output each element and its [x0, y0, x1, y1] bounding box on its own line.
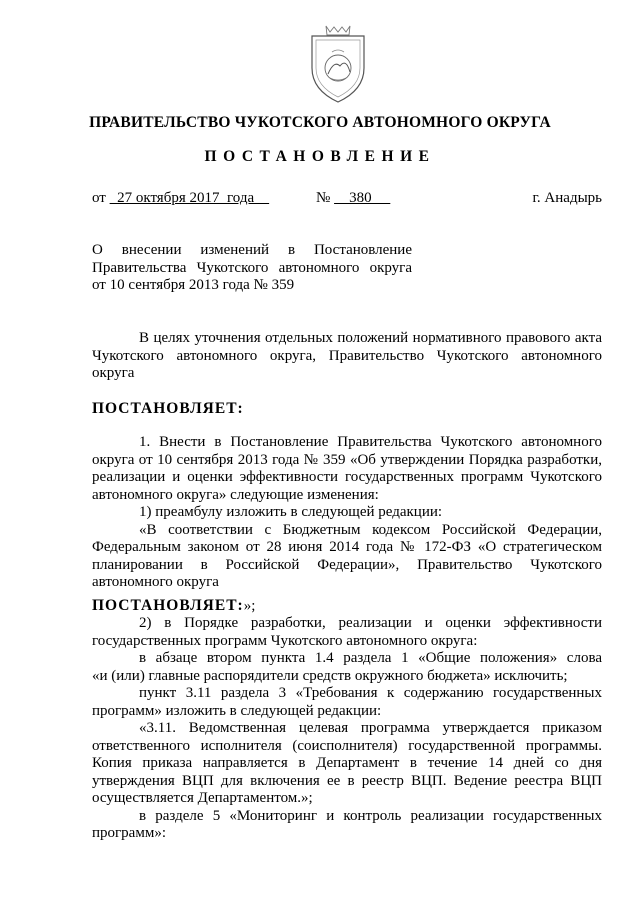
text-line: планировании в Российской Федерации», Правительство Чукотского — [92, 556, 602, 573]
preamble-paragraph — [92, 330, 602, 383]
quote-end-line — [92, 597, 602, 616]
text-line: ответственного исполнителя (соисполнителя) государственной программы. — [92, 737, 602, 754]
clause-2 — [92, 615, 602, 843]
text-line: «3.11. Ведомственная целевая программа утверждается приказом — [139, 720, 602, 736]
quote-closing: »; — [243, 598, 256, 614]
text-line: автономного округа — [92, 574, 219, 590]
text-line: программ»: — [92, 825, 166, 841]
document-place: г. Анадырь — [532, 190, 602, 206]
text-line: Федеральным законом от 28 июня 2014 года № 172-ФЗ «О стратегическом — [92, 539, 602, 555]
text-line: осуществляется Департаментом.»; — [92, 790, 313, 806]
document-subject — [92, 242, 412, 295]
text-line: 1. Внести в Постановление Правительства Чукотского автономного — [139, 434, 602, 450]
number-value: 380 — [334, 190, 391, 206]
text-line: утверждения ВЦП для включения ее в реестр ВЦП. Ведение реестра ВЦП — [92, 772, 602, 789]
text-line: «и (или) главные распорядители средств окружного бюджета» исключить; — [92, 667, 568, 684]
resolves-heading: ПОСТАНОВЛЯЕТ: — [92, 400, 244, 417]
number-prefix: № — [316, 190, 331, 206]
document-number — [316, 190, 390, 207]
text-line: округа — [92, 365, 135, 381]
text-line: автономного округа» следующие изменения: — [92, 486, 379, 503]
text-line: реализации и оценки эффективности государственных программ Чукотского — [92, 469, 602, 485]
coat-of-arms-emblem — [304, 22, 372, 106]
text-line: округа от 10 сентября 2013 года № 359 «Об утверждении Порядка разработки, — [92, 451, 602, 468]
text-line: Копия приказа направляется в Департамент в течение 14 дней со дня — [92, 755, 602, 771]
subject-line: О внесении изменений в Постановление — [92, 242, 412, 258]
text-line: 2) в Порядке разработки, реализации и оценки эффективности — [139, 615, 602, 631]
text-line: пункт 3.11 раздела 3 «Требования к содержанию государственных — [139, 685, 602, 701]
text-line: «В соответствии с Бюджетным кодексом Российской Федерации, — [139, 521, 602, 538]
text-line: Чукотского автономного округа, Правительство Чукотского автономного — [92, 347, 602, 364]
organization-title: ПРАВИТЕЛЬСТВО ЧУКОТСКОГО АВТОНОМНОГО ОКРУГА — [89, 114, 551, 131]
text-line: программ» изложить в следующей редакции: — [92, 702, 382, 719]
subject-line: от 10 сентября 2013 года № 359 — [92, 277, 295, 293]
date-prefix: от — [92, 190, 106, 206]
document-date — [92, 190, 269, 207]
text-line: В целях уточнения отдельных положений нормативного правового акта — [139, 330, 602, 346]
date-value: 27 октября 2017 года — [109, 190, 270, 206]
text-line: в разделе 5 «Мониторинг и контроль реализации государственных — [139, 807, 602, 824]
subject-line: Правительства Чукотского автономного округа — [92, 259, 412, 276]
text-line: государственных программ Чукотского автономного округа: — [92, 632, 478, 649]
clause-1 — [92, 434, 602, 592]
resolves-inline: ПОСТАНОВЛЯЕТ: — [92, 597, 244, 614]
document-type-title: ПОСТАНОВЛЕНИЕ — [204, 148, 436, 165]
text-line: в абзаце втором пункта 1.4 раздела 1 «Общие положения» слова — [139, 650, 602, 666]
text-line: 1) преамбулу изложить в следующей редакции: — [139, 504, 443, 520]
